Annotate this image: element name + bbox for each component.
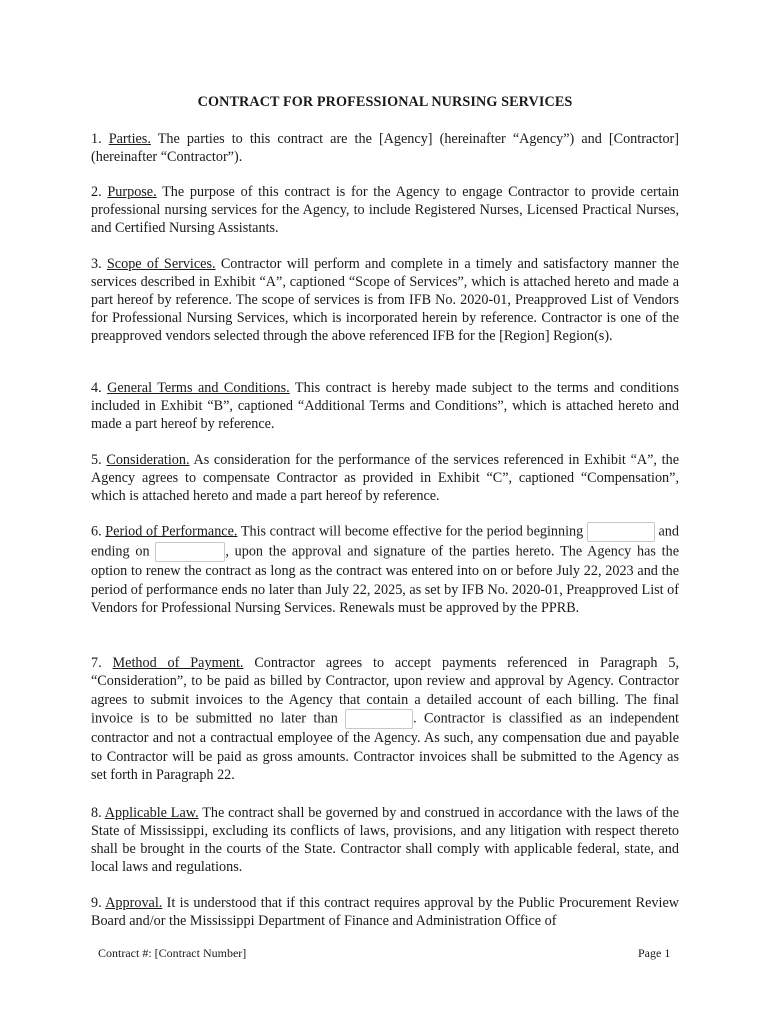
section-number: 7. bbox=[91, 655, 102, 671]
section-number: 6. bbox=[91, 523, 102, 540]
section-heading: Applicable Law. bbox=[104, 805, 199, 821]
section-text: The parties to this contract are the [Agency] (hereinafter “Agency”) and [Contractor] (hereinafter “Contractor”). bbox=[91, 131, 680, 165]
section-number: 5. bbox=[91, 452, 102, 468]
start-date-field[interactable] bbox=[587, 522, 655, 542]
section-heading: Parties. bbox=[108, 131, 151, 147]
section-text: This contract is hereby made subject to the terms and conditions included in Exhibit “B”, captioned “Additional Terms and Conditions”, which is attached hereto and made a part hereof by reference. bbox=[91, 380, 679, 432]
section-number: 3. bbox=[91, 256, 102, 272]
final-invoice-date-field[interactable] bbox=[345, 709, 413, 729]
section-text: It is understood that if this contract requires approval by the Public Procurement Review Board and/or the Mississippi Department of Finance and Administration Office of bbox=[91, 895, 679, 929]
section-number: 1. bbox=[91, 131, 102, 147]
section-heading: General Terms and Conditions. bbox=[107, 380, 290, 396]
section-heading: Scope of Services. bbox=[106, 256, 216, 272]
section-text: As consideration for the performance of the services referenced in Exhibit “A”, the Agency agrees to compensate Contractor as provided in Exhibit “C”, captioned “Compensation”, which is attached hereto and made a part hereof by reference. bbox=[91, 452, 680, 504]
end-date-field[interactable] bbox=[155, 542, 225, 562]
section-text: Contractor agrees to accept payments referenced in Paragraph 5, “Consideration”, to be paid as billed by Contractor, upon review and approval by Agency. Contractor agrees to submit invoices to the Agency that contain a detailed account of each billing. The final invoice is to be submitted no later than bbox=[91, 655, 679, 727]
section-text: Contractor will perform and complete in a timely and satisfactory manner the services described in Exhibit “A”, captioned “Scope of Services”, which is attached hereto and made a part hereof by reference. The scope of services is from IFB No. 2020-01, Preapproved List of Vendors for Professional Nursing Services, which is incorporated herein by reference. Contractor is one of the preapproved vendors selected through the above referenced IFB for the [Region] Region(s). bbox=[91, 256, 679, 344]
section-text: The purpose of this contract is for the Agency to engage Contractor to provide certain professional nursing services for the Agency, to include Registered Nurses, Licensed Practical Nurses, and Certified Nursing Assistants. bbox=[91, 184, 680, 236]
section-applicable-law bbox=[91, 804, 679, 876]
document-title: CONTRACT FOR PROFESSIONAL NURSING SERVICES bbox=[197, 94, 573, 110]
section-text: and ending on bbox=[91, 523, 679, 560]
section-heading: Consideration. bbox=[106, 452, 190, 468]
section-text: , upon the approval and signature of the parties hereto. The Agency has the option to renew the contract as long as the contract was entered into on or before July 22, 2023 and the period of performance ends no later than July 22, 2025, as set by IFB No. 2020-01, Preapproved List of Vendors for Professional Nursing Services. Renewals must be approved by the PPRB. bbox=[91, 543, 679, 617]
section-number: 2. bbox=[91, 184, 102, 200]
section-method-of-payment bbox=[91, 654, 679, 784]
section-text: The contract shall be governed by and construed in accordance with the laws of the State of Mississippi, excluding its conflicts of laws, provisions, and any litigation with respect thereto shall be brought in the courts of the State. Contractor shall comply with applicable federal, state, and local laws and regulations. bbox=[91, 805, 680, 875]
section-period-of-performance bbox=[91, 522, 679, 618]
section-consideration bbox=[91, 451, 679, 505]
section-text: This contract will become effective for the period beginning bbox=[237, 523, 584, 540]
section-heading: Purpose. bbox=[107, 184, 157, 200]
section-number: 9. bbox=[91, 895, 102, 911]
section-approval bbox=[91, 894, 679, 930]
footer-page-number: Page 1 bbox=[638, 946, 671, 960]
section-general-terms bbox=[91, 379, 679, 433]
section-number: 8. bbox=[91, 805, 102, 821]
section-heading: Period of Performance. bbox=[105, 523, 238, 540]
section-number: 4. bbox=[91, 380, 102, 396]
section-heading: Approval. bbox=[105, 895, 163, 911]
section-purpose bbox=[91, 183, 679, 237]
section-parties bbox=[91, 130, 679, 166]
section-heading: Method of Payment. bbox=[112, 655, 244, 671]
footer-contract-number: Contract #: [Contract Number] bbox=[98, 946, 247, 960]
section-scope-of-services bbox=[91, 255, 679, 345]
section-text: . Contractor is classified as an independent contractor and not a contractual employee of the Agency. As such, any compensation due and payable to Contractor will be paid as gross amounts. Contractor invoices shall be submitted to the Agency as set forth in Paragraph 22. bbox=[91, 710, 679, 784]
